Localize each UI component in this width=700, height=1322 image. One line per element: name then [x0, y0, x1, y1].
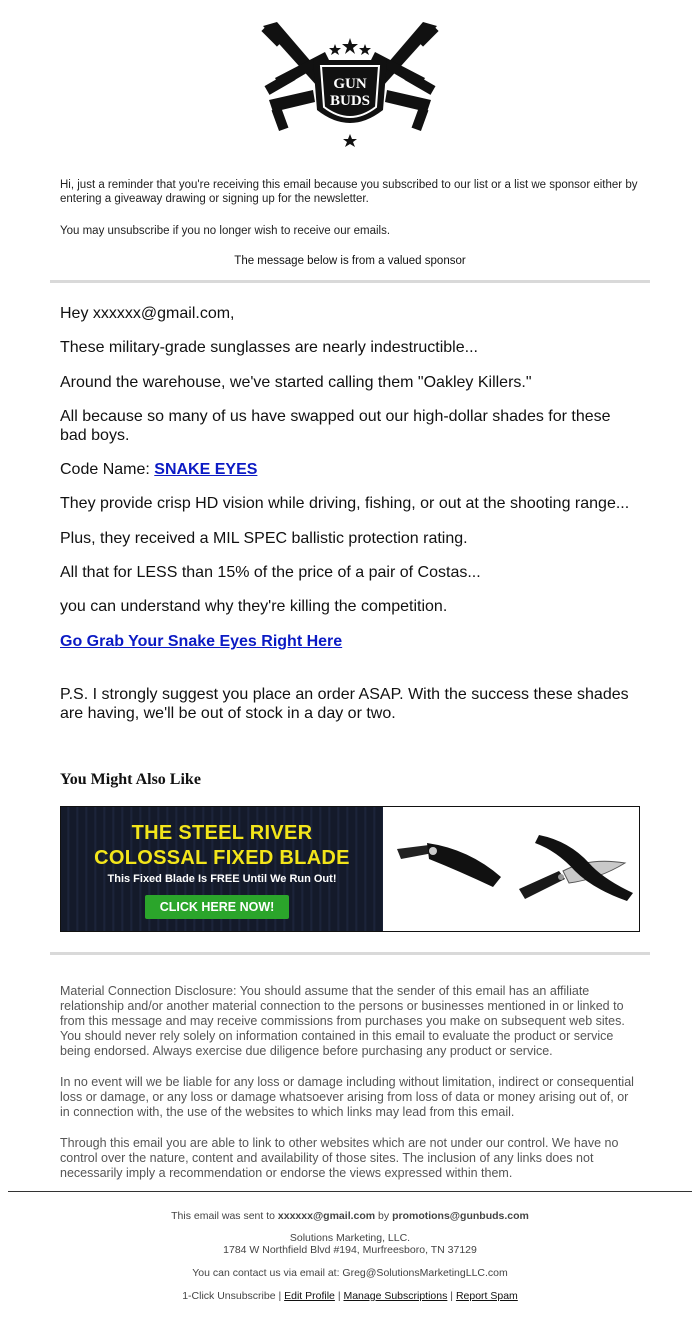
banner-title-line2: COLOSSAL FIXED BLADE	[94, 847, 350, 869]
snake-eyes-link[interactable]: SNAKE EYES	[154, 461, 258, 478]
message-paragraph: All that for LESS than 15% of the price of a pair of Costas...	[60, 564, 481, 581]
you-might-also-like-heading: You Might Also Like	[60, 771, 201, 788]
greeting: Hey xxxxxx@gmail.com,	[60, 305, 235, 322]
sender-email: promotions@gunbuds.com	[392, 1210, 529, 1222]
knife-images-icon	[389, 827, 637, 911]
gun-buds-logo	[255, 18, 445, 150]
recipient-email: xxxxxx@gmail.com	[277, 1210, 376, 1222]
separator: |	[334, 1290, 344, 1302]
liability-disclaimer: In no event will we be liable for any loss or damage including without limitation, indirect or consequential loss or damage, or any loss or damage whatsoever arising from loss of data or money arising out of, or in connection with, the use of the websites to which links may lead from this email.	[60, 1075, 634, 1119]
footer-divider	[8, 1191, 692, 1192]
company-address: 1784 W Northfield Blvd #194, Murfreesboro, TN 37129	[223, 1244, 477, 1256]
external-links-disclaimer: Through this email you are able to link to other websites which are not under our control. We have no control over the nature, content and availability of those sites. The inclusion of any links does not necessarily imply a recommendation or endorse the views expressed within them.	[60, 1136, 619, 1180]
postscript: P.S. I strongly suggest you place an order ASAP. With the success these shades are having, we'll be out of stock in a day or two.	[60, 686, 629, 722]
material-connection-disclosure: Material Connection Disclosure: You should assume that the sender of this email has an affiliate relationship and/or another material connection to the persons or businesses mentioned in or linked to from this message and may receive commissions from purchases you make on subsequent web sites. You should never rely solely on information contained in this email to evaluate the product or service being endorsed. Always exercise due diligence before purchasing any product or service.	[60, 984, 625, 1058]
logo-text-gun: GUN	[333, 76, 367, 92]
message-paragraph: you can understand why they're killing the competition.	[60, 598, 448, 615]
code-name-label: Code Name:	[60, 461, 155, 478]
message-paragraph: Around the warehouse, we've started calling them "Oakley Killers."	[60, 374, 532, 391]
contact-line: You can contact us via email at: Greg@SolutionsMarketingLLC.com	[192, 1267, 508, 1279]
banner-title-line1: THE STEEL RIVER	[131, 822, 313, 844]
grab-snake-eyes-link[interactable]: Go Grab Your Snake Eyes Right Here	[60, 633, 343, 650]
message-paragraph: All because so many of us have swapped out our high-dollar shades for these bad boys.	[60, 408, 611, 444]
sent-prefix: This email was sent to	[171, 1210, 278, 1222]
message-paragraph: They provide crisp HD vision while driving, fishing, or out at the shooting range...	[60, 495, 630, 512]
code-name-line	[60, 460, 640, 479]
sponsor-note: The message below is from a valued sponsor	[234, 255, 466, 267]
steel-river-blade-banner[interactable]	[60, 806, 640, 932]
subscription-reminder: Hi, just a reminder that you're receiving this email because you subscribed to our list or a list we sponsor either by entering a giveaway drawing or signing up for the newsletter.	[60, 179, 638, 205]
sent-to-line	[50, 1210, 650, 1223]
one-click-unsubscribe-label: 1-Click Unsubscribe	[182, 1290, 276, 1302]
divider	[50, 952, 650, 955]
unsubscribe-note: You may unsubscribe if you no longer wish to receive our emails.	[60, 225, 391, 237]
logo-text-buds: BUDS	[329, 93, 371, 109]
edit-profile-link[interactable]: Edit Profile	[284, 1290, 335, 1302]
manage-subscriptions-link[interactable]: Manage Subscriptions	[343, 1290, 448, 1302]
separator: |	[447, 1290, 456, 1302]
separator: |	[275, 1290, 285, 1302]
message-paragraph: Plus, they received a MIL SPEC ballistic protection rating.	[60, 530, 468, 547]
company-name: Solutions Marketing, LLC.	[289, 1232, 411, 1244]
banner-subtitle: This Fixed Blade Is FREE Until We Run Out!	[107, 873, 337, 885]
cta-line	[60, 632, 640, 651]
gun-buds-emblem-icon	[255, 18, 445, 150]
message-paragraph: These military-grade sunglasses are nearly indestructible...	[60, 339, 478, 356]
banner-click-here-button[interactable]: CLICK HERE NOW!	[145, 895, 289, 919]
footer-links	[50, 1290, 650, 1303]
report-spam-link[interactable]: Report Spam	[455, 1290, 518, 1302]
divider	[50, 280, 650, 283]
sent-by-word: by	[375, 1210, 393, 1222]
